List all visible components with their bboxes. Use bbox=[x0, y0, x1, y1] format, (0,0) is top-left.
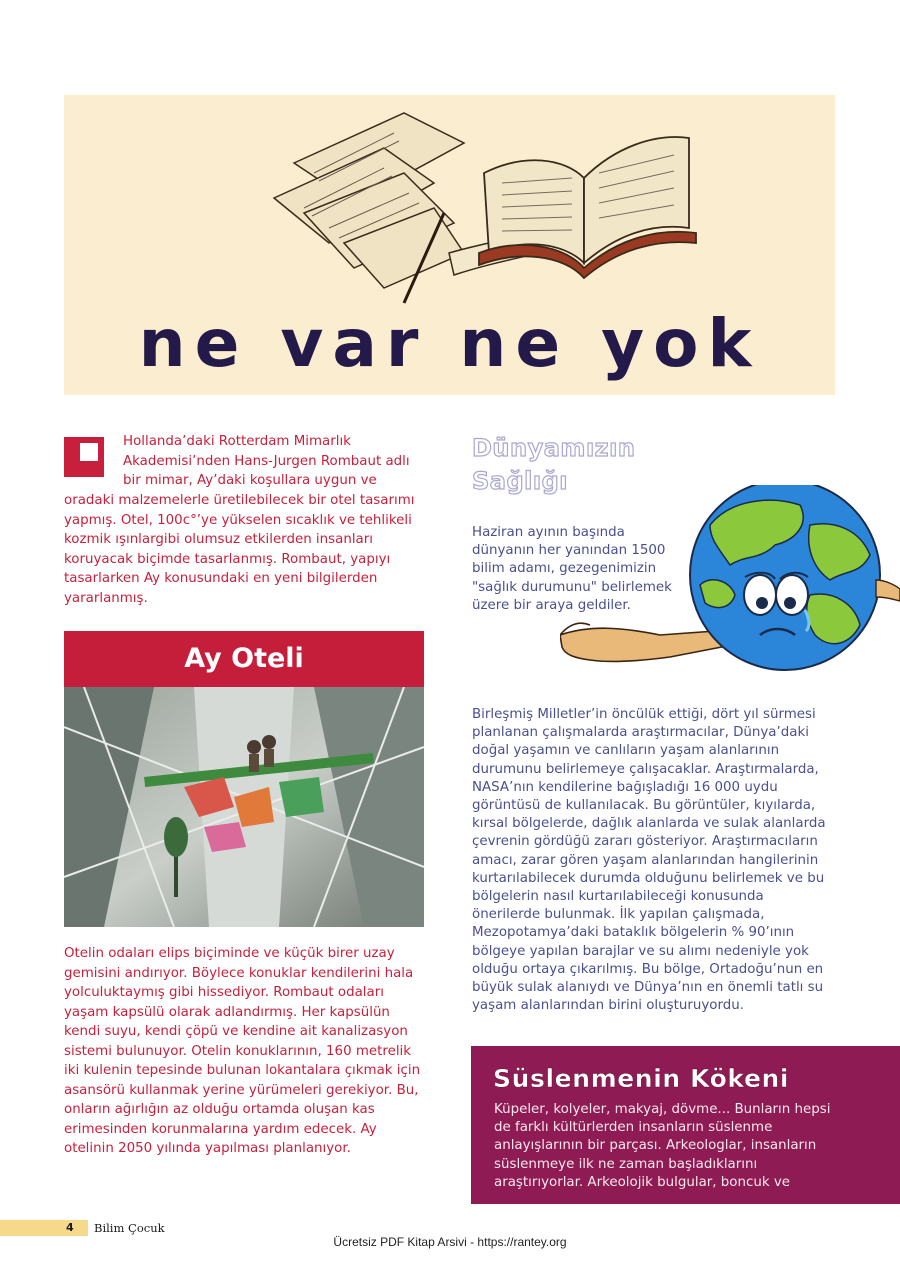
header-banner bbox=[64, 95, 835, 395]
intro-lead-text: Hollanda’daki Rotterdam Mimarlık Akademisi’nden Hans-Jurgen Rombaut adlı bir mimar, Ay’daki koşullara uygun ve bbox=[123, 434, 410, 488]
books-illustration bbox=[234, 103, 704, 313]
intro-body-text: oradaki malzemelerle üretilebilecek bir otel tasarımı yapmış. Otel, 100c°’ye yükselen sıcaklık ve tehlikeli kozmik ışınlargibi olumsuz etkilerden insanları koruyacak biçimde tasarlanmış. Rombaut, yapıyı tasarlarken Ay konusundaki en yeni bilgilerden yararlanmış. bbox=[64, 493, 415, 606]
moon-hotel-photo bbox=[64, 687, 424, 927]
ay-oteli-heading: Ay Oteli bbox=[64, 631, 424, 687]
dunya-body-text: Birleşmiş Milletler’in öncülük ettiği, dört yıl sürmesi planlanan çalışmalarda araştırmacılar, Dünya’daki doğal yaşamın ve canlıların yaşam alanlarının durumunu belirlemeye çalışacaklar. Araştırmalarda, NASA’nın kendilerine bağışladığı 16 000 uydu görüntüsü de kullanılacak. Bu görüntüler, kıyılarda, kırsal bölgelerde, dağlık alanlarda ve sulak alanlarda çevrenin gördüğü zararı gösteriyor. Araştırmacıların amacı, zarar gören yaşam alanlarından hangilerinin kurtarılabilecek durumda olduğunu belirlemek ve bu bölgelerin nasıl kurtarılabileceği konusunda önerilerde bulunmak. İlk yapılan çalışmada, Mezopotamya’daki bataklık bölgelerin % 90’ının bölgeye yapılan barajlar ve su alımı nedeniyle yok olduğu ortaya çıkarılmış. Bu bölge, Ortadoğu’nun en büyük sulak alanıydı ve Dünya’nın en önemli tatlı su yaşam alanlarından birini oluşturuyordu. bbox=[472, 707, 826, 1014]
dunya-intro-text: Haziran ayının başında dünyanın her yanından 1500 bilim adamı, gezegenimizin "sağlık durumunu" belirlemek üzere bir araya geldiler. bbox=[472, 525, 672, 613]
ay-oteli-body-text: Otelin odaları elips biçiminde ve küçük birer uzay gemisini andırıyor. Böylece konuklar kendilerini hala yolculuktaymış gibi hissediyor. Rombaut odaları yaşam kapsülü olarak adlandırmış. Her kapsülün kendi suyu, kendi çöpü ve kendine ait kanalizasyon sistemi bulunuyor. Otelin konuklarının, 160 metrelik iki kulenin tepesinde bulunan lokantalara çıkmak için asansörü kullanmak yerine yürümeleri gerekiyor. Bu, onların ağırlığın az olduğu ortamda oluşan kas erimesinden korunmalarına yardım edecek. Ay otelinin 2050 yılında yapılması planlanıyor. bbox=[64, 946, 421, 1156]
page-title: ne var ne yok bbox=[138, 305, 761, 382]
page-number-tab bbox=[0, 1220, 88, 1236]
page-number: 4 bbox=[66, 1221, 74, 1234]
drop-marker bbox=[64, 437, 104, 477]
suslenme-box bbox=[471, 1046, 900, 1204]
dunya-heading: Dünyamızın Sağlığı bbox=[472, 434, 636, 495]
suslenme-body-text: Küpeler, kolyeler, makyaj, dövme... Bunların hepsi de farklı kültürlerden insanların süslenme anlayışlarının bir parçası. Arkeologlar, insanların süslenmeye ilk ne zaman başladıklarını araştırıyorlar. Arkeolojik bulgular, boncuk ve bbox=[494, 1102, 831, 1190]
sad-globe-illustration bbox=[560, 485, 900, 685]
watermark-text: Ücretsiz PDF Kitap Arsivi - https://rantey.org bbox=[333, 1235, 567, 1249]
suslenme-heading: Süslenmenin Kökeni bbox=[493, 1064, 790, 1093]
magazine-name: Bilim Çocuk bbox=[94, 1221, 165, 1235]
